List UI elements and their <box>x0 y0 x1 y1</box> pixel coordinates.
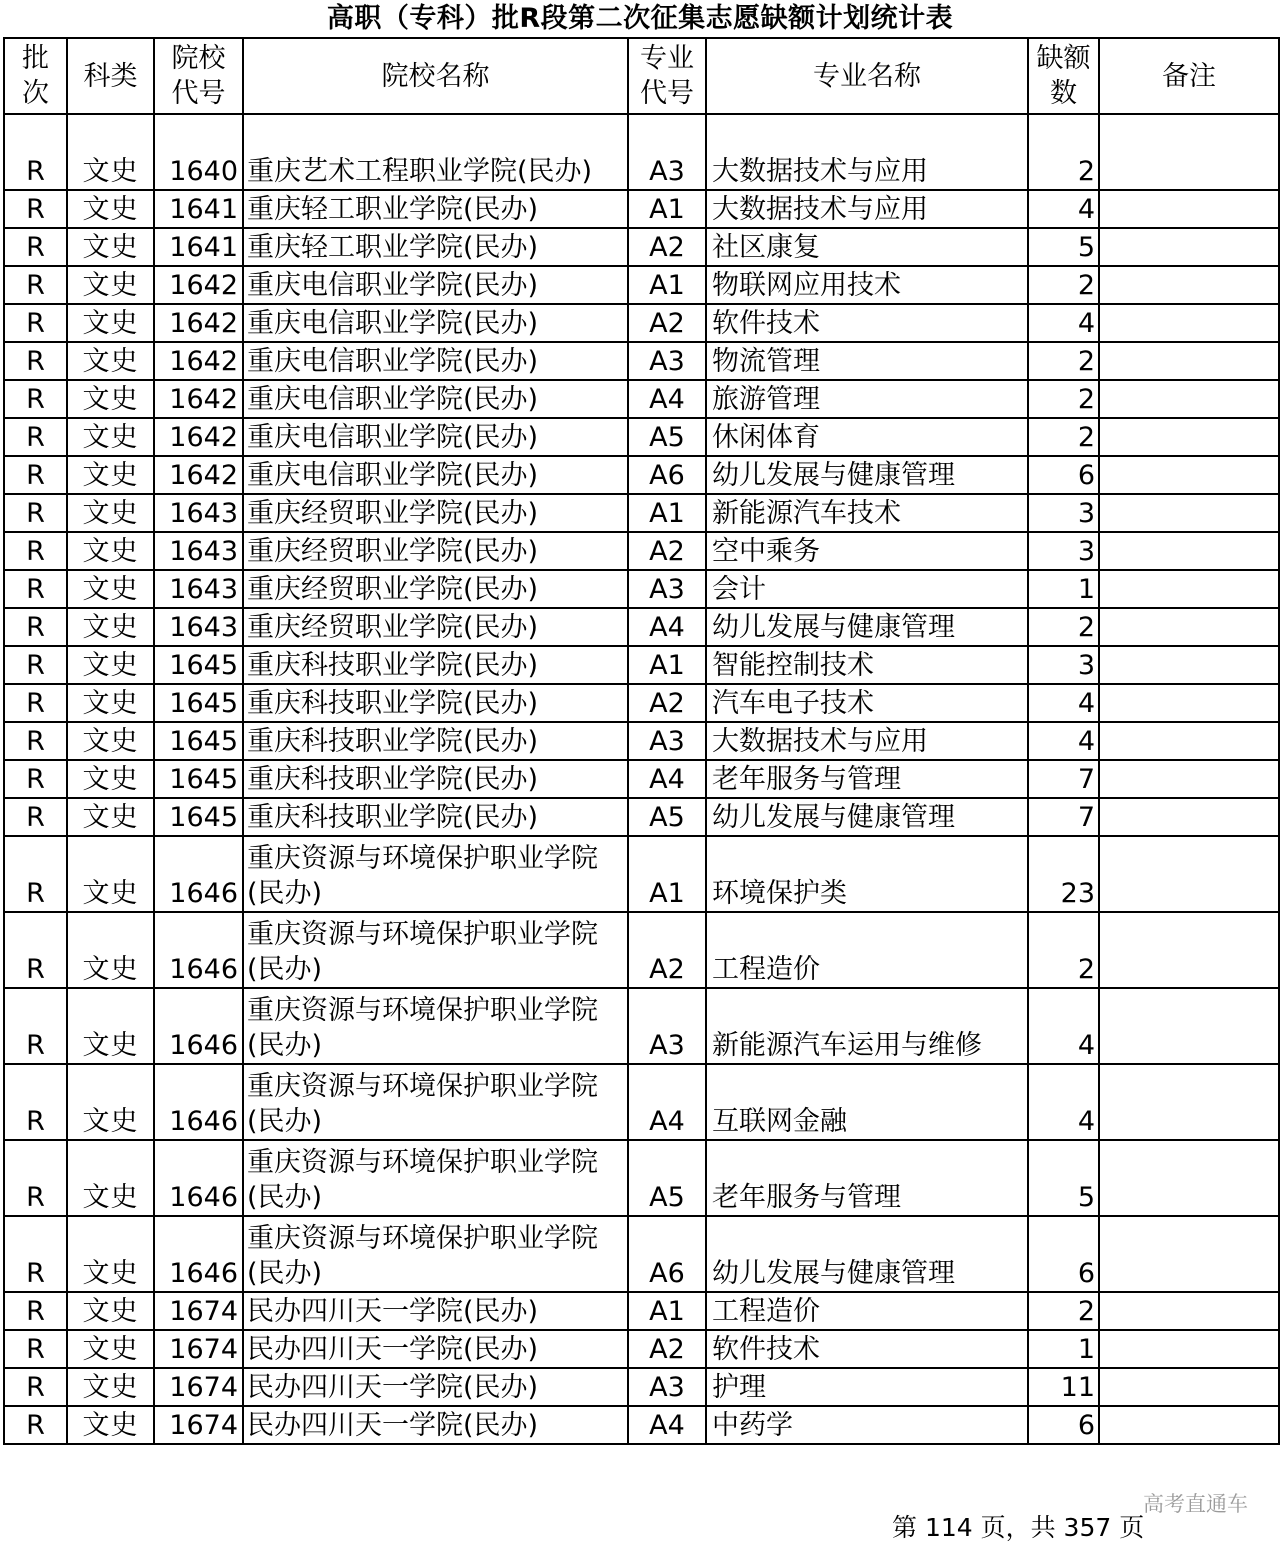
cell-batch: R <box>4 1216 67 1292</box>
cell-school-name: 重庆资源与环境保护职业学院(民办) <box>243 1064 628 1140</box>
cell-batch: R <box>4 798 67 836</box>
cell-major-name: 老年服务与管理 <box>706 1140 1028 1216</box>
cell-category: 文史 <box>67 228 154 266</box>
cell-school-name: 重庆电信职业学院(民办) <box>243 304 628 342</box>
cell-vacancies: 3 <box>1028 532 1099 570</box>
cell-major-name: 大数据技术与应用 <box>706 190 1028 228</box>
header-major-name: 专业名称 <box>706 38 1028 114</box>
cell-major-code: A2 <box>628 304 706 342</box>
cell-remarks <box>1099 646 1279 684</box>
cell-major-code: A4 <box>628 380 706 418</box>
cell-major-code: A5 <box>628 798 706 836</box>
header-remarks: 备注 <box>1099 38 1279 114</box>
cell-major-name: 软件技术 <box>706 304 1028 342</box>
cell-school-code: 1643 <box>154 608 243 646</box>
cell-major-name: 大数据技术与应用 <box>706 722 1028 760</box>
cell-vacancies: 7 <box>1028 798 1099 836</box>
cell-remarks <box>1099 1216 1279 1292</box>
cell-category: 文史 <box>67 190 154 228</box>
cell-batch: R <box>4 456 67 494</box>
cell-major-code: A4 <box>628 1064 706 1140</box>
table-row <box>4 798 1279 836</box>
vacancy-table <box>3 37 1280 1445</box>
cell-vacancies: 6 <box>1028 456 1099 494</box>
cell-school-code: 1645 <box>154 684 243 722</box>
cell-major-name: 社区康复 <box>706 228 1028 266</box>
cell-major-code: A1 <box>628 1292 706 1330</box>
cell-batch: R <box>4 646 67 684</box>
cell-major-code: A2 <box>628 532 706 570</box>
cell-school-code: 1643 <box>154 532 243 570</box>
cell-vacancies: 6 <box>1028 1406 1099 1444</box>
cell-school-name: 重庆资源与环境保护职业学院(民办) <box>243 1140 628 1216</box>
cell-batch: R <box>4 722 67 760</box>
cell-school-code: 1641 <box>154 190 243 228</box>
table-row <box>4 608 1279 646</box>
cell-remarks <box>1099 722 1279 760</box>
cell-batch: R <box>4 570 67 608</box>
cell-school-code: 1645 <box>154 798 243 836</box>
cell-school-name: 重庆电信职业学院(民办) <box>243 342 628 380</box>
cell-school-code: 1643 <box>154 570 243 608</box>
cell-major-name: 幼儿发展与健康管理 <box>706 798 1028 836</box>
cell-school-name: 重庆经贸职业学院(民办) <box>243 608 628 646</box>
cell-vacancies: 11 <box>1028 1368 1099 1406</box>
table-row <box>4 266 1279 304</box>
cell-remarks <box>1099 684 1279 722</box>
cell-major-code: A1 <box>628 494 706 532</box>
cell-batch: R <box>4 1330 67 1368</box>
cell-major-code: A5 <box>628 418 706 456</box>
cell-category: 文史 <box>67 760 154 798</box>
table-row <box>4 570 1279 608</box>
cell-vacancies: 2 <box>1028 380 1099 418</box>
cell-school-code: 1645 <box>154 646 243 684</box>
cell-school-code: 1645 <box>154 722 243 760</box>
cell-remarks <box>1099 342 1279 380</box>
cell-vacancies: 2 <box>1028 912 1099 988</box>
cell-batch: R <box>4 342 67 380</box>
cell-vacancies: 6 <box>1028 1216 1099 1292</box>
table-row <box>4 494 1279 532</box>
cell-batch: R <box>4 836 67 912</box>
cell-remarks <box>1099 798 1279 836</box>
cell-school-name: 重庆艺术工程职业学院(民办) <box>243 114 628 190</box>
cell-batch: R <box>4 114 67 190</box>
cell-major-name: 工程造价 <box>706 912 1028 988</box>
cell-major-name: 幼儿发展与健康管理 <box>706 456 1028 494</box>
cell-remarks <box>1099 494 1279 532</box>
cell-major-name: 旅游管理 <box>706 380 1028 418</box>
cell-school-code: 1642 <box>154 380 243 418</box>
cell-batch: R <box>4 418 67 456</box>
header-category: 科类 <box>67 38 154 114</box>
table-row <box>4 418 1279 456</box>
cell-major-name: 汽车电子技术 <box>706 684 1028 722</box>
cell-category: 文史 <box>67 684 154 722</box>
cell-school-code: 1645 <box>154 760 243 798</box>
table-row <box>4 190 1279 228</box>
cell-major-code: A6 <box>628 456 706 494</box>
cell-school-name: 重庆科技职业学院(民办) <box>243 646 628 684</box>
table-body <box>4 114 1279 1444</box>
cell-major-name: 空中乘务 <box>706 532 1028 570</box>
cell-major-code: A3 <box>628 114 706 190</box>
table-row <box>4 912 1279 988</box>
table-row <box>4 1406 1279 1444</box>
cell-major-name: 幼儿发展与健康管理 <box>706 1216 1028 1292</box>
cell-major-name: 新能源汽车技术 <box>706 494 1028 532</box>
cell-batch: R <box>4 912 67 988</box>
cell-remarks <box>1099 608 1279 646</box>
cell-batch: R <box>4 1292 67 1330</box>
cell-major-code: A2 <box>628 1330 706 1368</box>
cell-school-code: 1674 <box>154 1406 243 1444</box>
table-row <box>4 342 1279 380</box>
cell-category: 文史 <box>67 418 154 456</box>
cell-vacancies: 4 <box>1028 1064 1099 1140</box>
cell-vacancies: 2 <box>1028 114 1099 190</box>
cell-vacancies: 7 <box>1028 760 1099 798</box>
cell-major-name: 智能控制技术 <box>706 646 1028 684</box>
cell-category: 文史 <box>67 532 154 570</box>
cell-remarks <box>1099 114 1279 190</box>
cell-batch: R <box>4 988 67 1064</box>
cell-vacancies: 2 <box>1028 266 1099 304</box>
cell-remarks <box>1099 760 1279 798</box>
cell-school-code: 1646 <box>154 912 243 988</box>
table-row <box>4 228 1279 266</box>
cell-school-name: 重庆经贸职业学院(民办) <box>243 570 628 608</box>
cell-vacancies: 4 <box>1028 190 1099 228</box>
cell-school-name: 民办四川天一学院(民办) <box>243 1330 628 1368</box>
cell-school-name: 重庆轻工职业学院(民办) <box>243 228 628 266</box>
cell-vacancies: 3 <box>1028 494 1099 532</box>
cell-category: 文史 <box>67 266 154 304</box>
header-school-code: 院校代号 <box>154 38 243 114</box>
cell-vacancies: 5 <box>1028 1140 1099 1216</box>
cell-school-code: 1641 <box>154 228 243 266</box>
table-row <box>4 646 1279 684</box>
cell-vacancies: 4 <box>1028 684 1099 722</box>
cell-remarks <box>1099 380 1279 418</box>
cell-major-code: A3 <box>628 570 706 608</box>
cell-vacancies: 2 <box>1028 1292 1099 1330</box>
cell-school-name: 重庆科技职业学院(民办) <box>243 760 628 798</box>
cell-category: 文史 <box>67 342 154 380</box>
cell-remarks <box>1099 1064 1279 1140</box>
cell-major-code: A3 <box>628 1368 706 1406</box>
cell-category: 文史 <box>67 988 154 1064</box>
cell-school-code: 1640 <box>154 114 243 190</box>
cell-school-code: 1642 <box>154 266 243 304</box>
cell-vacancies: 5 <box>1028 228 1099 266</box>
cell-category: 文史 <box>67 456 154 494</box>
cell-batch: R <box>4 304 67 342</box>
cell-remarks <box>1099 532 1279 570</box>
header-major-code: 专业代号 <box>628 38 706 114</box>
cell-school-code: 1646 <box>154 988 243 1064</box>
cell-school-name: 重庆资源与环境保护职业学院(民办) <box>243 1216 628 1292</box>
cell-major-name: 休闲体育 <box>706 418 1028 456</box>
table-row <box>4 760 1279 798</box>
cell-major-code: A2 <box>628 684 706 722</box>
cell-school-code: 1642 <box>154 418 243 456</box>
cell-major-code: A1 <box>628 836 706 912</box>
cell-major-name: 老年服务与管理 <box>706 760 1028 798</box>
cell-school-name: 重庆科技职业学院(民办) <box>243 722 628 760</box>
cell-batch: R <box>4 1368 67 1406</box>
cell-batch: R <box>4 532 67 570</box>
cell-batch: R <box>4 228 67 266</box>
cell-category: 文史 <box>67 608 154 646</box>
cell-major-code: A3 <box>628 722 706 760</box>
cell-school-code: 1674 <box>154 1330 243 1368</box>
table-row <box>4 684 1279 722</box>
cell-remarks <box>1099 190 1279 228</box>
cell-major-code: A3 <box>628 988 706 1064</box>
cell-batch: R <box>4 760 67 798</box>
cell-major-code: A2 <box>628 912 706 988</box>
cell-category: 文史 <box>67 1140 154 1216</box>
cell-school-name: 重庆经贸职业学院(民办) <box>243 532 628 570</box>
cell-school-code: 1646 <box>154 1064 243 1140</box>
cell-school-name: 重庆资源与环境保护职业学院(民办) <box>243 988 628 1064</box>
cell-school-name: 重庆经贸职业学院(民办) <box>243 494 628 532</box>
header-school-name: 院校名称 <box>243 38 628 114</box>
cell-category: 文史 <box>67 912 154 988</box>
cell-remarks <box>1099 570 1279 608</box>
cell-school-code: 1642 <box>154 304 243 342</box>
table-row <box>4 1292 1279 1330</box>
cell-school-name: 重庆科技职业学院(民办) <box>243 798 628 836</box>
cell-remarks <box>1099 1368 1279 1406</box>
cell-remarks <box>1099 1140 1279 1216</box>
cell-vacancies: 1 <box>1028 570 1099 608</box>
cell-category: 文史 <box>67 1292 154 1330</box>
cell-school-code: 1642 <box>154 342 243 380</box>
table-row <box>4 1216 1279 1292</box>
table-row <box>4 456 1279 494</box>
cell-remarks <box>1099 304 1279 342</box>
cell-school-name: 重庆电信职业学院(民办) <box>243 266 628 304</box>
cell-school-name: 重庆轻工职业学院(民办) <box>243 190 628 228</box>
table-row <box>4 1368 1279 1406</box>
cell-major-code: A1 <box>628 266 706 304</box>
cell-vacancies: 2 <box>1028 418 1099 456</box>
cell-category: 文史 <box>67 1064 154 1140</box>
watermark: 高考直通车 <box>1143 1492 1248 1516</box>
cell-category: 文史 <box>67 494 154 532</box>
table-row <box>4 1330 1279 1368</box>
cell-school-name: 重庆电信职业学院(民办) <box>243 380 628 418</box>
cell-major-code: A1 <box>628 646 706 684</box>
cell-major-code: A6 <box>628 1216 706 1292</box>
cell-remarks <box>1099 456 1279 494</box>
cell-category: 文史 <box>67 114 154 190</box>
cell-remarks <box>1099 1406 1279 1444</box>
table-row <box>4 722 1279 760</box>
cell-major-code: A4 <box>628 608 706 646</box>
cell-major-name: 护理 <box>706 1368 1028 1406</box>
cell-batch: R <box>4 1064 67 1140</box>
cell-school-code: 1674 <box>154 1368 243 1406</box>
cell-major-code: A4 <box>628 1406 706 1444</box>
cell-batch: R <box>4 380 67 418</box>
table-row <box>4 836 1279 912</box>
cell-major-code: A5 <box>628 1140 706 1216</box>
cell-remarks <box>1099 1330 1279 1368</box>
cell-school-code: 1674 <box>154 1292 243 1330</box>
cell-school-code: 1646 <box>154 1216 243 1292</box>
cell-remarks <box>1099 418 1279 456</box>
table-row <box>4 1140 1279 1216</box>
header-row <box>4 38 1279 114</box>
cell-batch: R <box>4 1140 67 1216</box>
cell-remarks <box>1099 266 1279 304</box>
table-row <box>4 380 1279 418</box>
cell-school-name: 重庆电信职业学院(民办) <box>243 456 628 494</box>
cell-major-name: 中药学 <box>706 1406 1028 1444</box>
cell-batch: R <box>4 494 67 532</box>
cell-school-name: 重庆资源与环境保护职业学院(民办) <box>243 836 628 912</box>
cell-vacancies: 4 <box>1028 722 1099 760</box>
cell-category: 文史 <box>67 836 154 912</box>
cell-major-code: A4 <box>628 760 706 798</box>
cell-category: 文史 <box>67 1406 154 1444</box>
table-row <box>4 304 1279 342</box>
cell-category: 文史 <box>67 304 154 342</box>
cell-school-name: 重庆电信职业学院(民办) <box>243 418 628 456</box>
table-row <box>4 532 1279 570</box>
cell-major-code: A2 <box>628 228 706 266</box>
cell-school-name: 民办四川天一学院(民办) <box>243 1368 628 1406</box>
cell-school-name: 重庆科技职业学院(民办) <box>243 684 628 722</box>
cell-vacancies: 1 <box>1028 1330 1099 1368</box>
cell-major-name: 物流管理 <box>706 342 1028 380</box>
cell-major-name: 幼儿发展与健康管理 <box>706 608 1028 646</box>
cell-school-name: 民办四川天一学院(民办) <box>243 1292 628 1330</box>
cell-batch: R <box>4 608 67 646</box>
cell-vacancies: 2 <box>1028 342 1099 380</box>
cell-category: 文史 <box>67 646 154 684</box>
cell-category: 文史 <box>67 1368 154 1406</box>
header-vacancies: 缺额数 <box>1028 38 1099 114</box>
cell-batch: R <box>4 1406 67 1444</box>
cell-major-name: 环境保护类 <box>706 836 1028 912</box>
cell-remarks <box>1099 228 1279 266</box>
cell-remarks <box>1099 912 1279 988</box>
table-row <box>4 1064 1279 1140</box>
header-batch: 批次 <box>4 38 67 114</box>
page-title: 高职（专科）批R段第二次征集志愿缺额计划统计表 <box>326 3 954 34</box>
cell-major-code: A3 <box>628 342 706 380</box>
cell-category: 文史 <box>67 380 154 418</box>
cell-remarks <box>1099 836 1279 912</box>
page-number: 第 114 页，共 357 页 <box>892 1513 1145 1542</box>
cell-major-name: 工程造价 <box>706 1292 1028 1330</box>
cell-major-name: 会计 <box>706 570 1028 608</box>
cell-major-name: 大数据技术与应用 <box>706 114 1028 190</box>
cell-school-code: 1642 <box>154 456 243 494</box>
cell-category: 文史 <box>67 1330 154 1368</box>
cell-school-name: 民办四川天一学院(民办) <box>243 1406 628 1444</box>
cell-school-code: 1643 <box>154 494 243 532</box>
cell-school-code: 1646 <box>154 836 243 912</box>
cell-category: 文史 <box>67 798 154 836</box>
table-row <box>4 114 1279 190</box>
cell-remarks <box>1099 988 1279 1064</box>
cell-school-name: 重庆资源与环境保护职业学院(民办) <box>243 912 628 988</box>
cell-remarks <box>1099 1292 1279 1330</box>
cell-vacancies: 4 <box>1028 988 1099 1064</box>
cell-vacancies: 3 <box>1028 646 1099 684</box>
cell-category: 文史 <box>67 722 154 760</box>
cell-batch: R <box>4 190 67 228</box>
cell-vacancies: 2 <box>1028 608 1099 646</box>
cell-major-code: A1 <box>628 190 706 228</box>
cell-vacancies: 4 <box>1028 304 1099 342</box>
cell-batch: R <box>4 266 67 304</box>
cell-vacancies: 23 <box>1028 836 1099 912</box>
cell-school-code: 1646 <box>154 1140 243 1216</box>
table-row <box>4 988 1279 1064</box>
cell-category: 文史 <box>67 1216 154 1292</box>
cell-major-name: 物联网应用技术 <box>706 266 1028 304</box>
cell-batch: R <box>4 684 67 722</box>
cell-major-name: 新能源汽车运用与维修 <box>706 988 1028 1064</box>
cell-major-name: 互联网金融 <box>706 1064 1028 1140</box>
cell-category: 文史 <box>67 570 154 608</box>
cell-major-name: 软件技术 <box>706 1330 1028 1368</box>
